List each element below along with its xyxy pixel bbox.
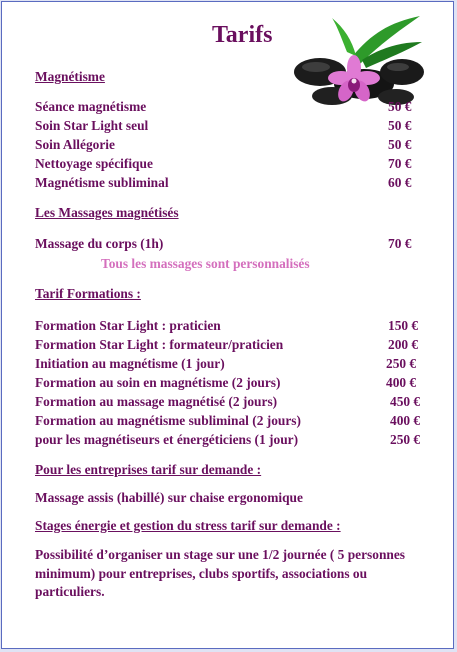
price-label: Massage du corps (1h) [35, 236, 164, 251]
price-value: 150 € [388, 318, 419, 333]
price-value: 70 € [388, 156, 412, 171]
price-value: 400 € [386, 375, 417, 390]
price-sheet [1, 1, 454, 649]
price-label: Formation au soin en magnétisme (2 jours) [35, 375, 281, 390]
price-value: 50 € [388, 118, 412, 133]
price-value: 250 € [390, 432, 421, 447]
section-heading-magnetisme: Magnétisme [35, 69, 105, 84]
price-value: 450 € [390, 394, 421, 409]
stages-text: Possibilité d’organiser un stage sur une 1/2 journée ( 5 personnes minimum) pour entreprises, clubs sportifs, associations ou particuliers. [35, 547, 405, 599]
price-sheet-content [2, 2, 455, 650]
price-label: Soin Star Light seul [35, 118, 149, 133]
price-label: Formation au magnétisme subliminal (2 jours) [35, 413, 301, 428]
price-value: 200 € [388, 337, 419, 352]
section-heading-formations: Tarif Formations : [35, 286, 141, 301]
section-heading-stages: Stages énergie et gestion du stress tarif sur demande : [35, 518, 341, 533]
massage-note: Tous les massages sont personnalisés [101, 256, 310, 271]
price-label: Séance magnétisme [35, 99, 147, 114]
price-label: Nettoyage spécifique [35, 156, 153, 171]
section-heading-massages: Les Massages magnétisés [35, 205, 179, 220]
price-label: Formation au massage magnétisé (2 jours) [35, 394, 278, 409]
price-value: 50 € [388, 99, 412, 114]
price-label: pour les magnétiseurs et énergéticiens (1 jour) [35, 432, 299, 447]
entreprises-text: Massage assis (habillé) sur chaise ergonomique [35, 490, 303, 505]
price-value: 400 € [390, 413, 421, 428]
price-value: 250 € [386, 356, 417, 371]
price-label: Soin Allégorie [35, 137, 115, 152]
orchid-stones-image [292, 12, 427, 107]
price-label: Formation Star Light : formateur/praticien [35, 337, 284, 352]
price-label: Initiation au magnétisme (1 jour) [35, 356, 225, 371]
price-label: Formation Star Light : praticien [35, 318, 221, 333]
price-value: 60 € [388, 175, 412, 190]
section-heading-entreprises: Pour les entreprises tarif sur demande : [35, 462, 262, 477]
price-label: Magnétisme subliminal [35, 175, 169, 190]
price-value: 50 € [388, 137, 412, 152]
page-title: Tarifs [212, 22, 273, 48]
price-value: 70 € [388, 236, 412, 251]
